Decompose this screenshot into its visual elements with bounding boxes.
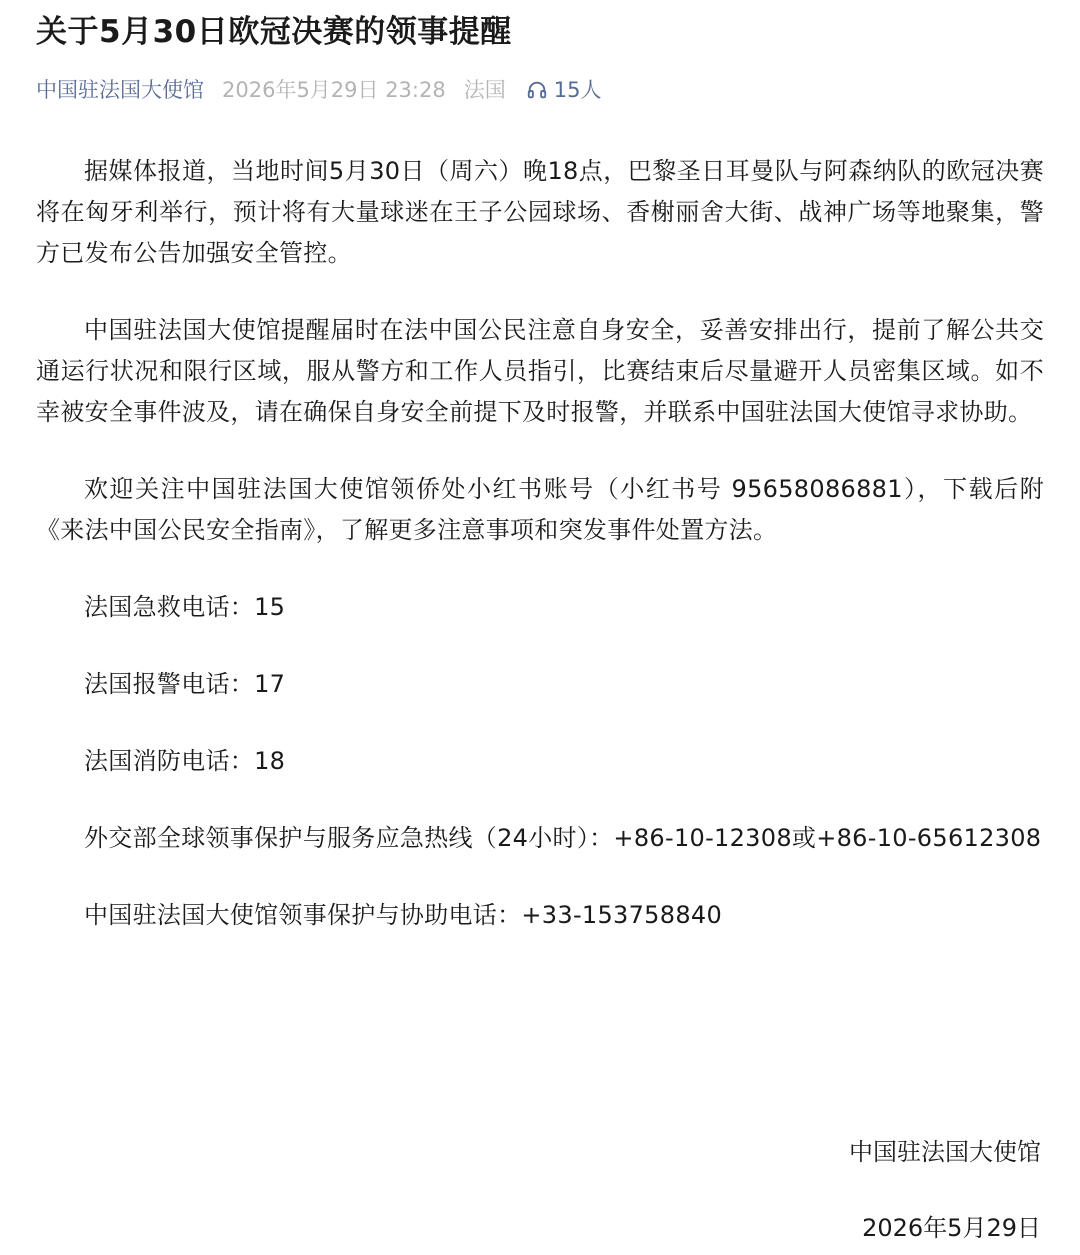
phone-line: 法国消防电话：18 <box>84 747 286 775</box>
paragraph: 据媒体报道，当地时间5月30日（周六）晚18点，巴黎圣日耳曼队与阿森纳队的欧冠决赛将在匈牙利举行，预计将有大量球迷在王子公园球场、香榭丽舍大街、战神广场等地聚集，警方已发布公告加强安全管控。 <box>36 157 1044 267</box>
publish-location: 法国 <box>463 78 506 102</box>
phone-line: 法国急救电话：15 <box>84 593 286 621</box>
phone-line: 外交部全球领事保护与服务应急热线（24小时）：+86-10-12308或+86-10-65612308 <box>84 824 1042 852</box>
signature-org: 中国驻法国大使馆 <box>849 1138 1041 1166</box>
phone-line: 中国驻法国大使馆领事保护与协助电话：+33-153758840 <box>84 901 723 929</box>
article-meta <box>36 73 1044 107</box>
publish-time: 2026年5月29日 23:28 <box>222 78 446 102</box>
paragraph: 中国驻法国大使馆提醒届时在法中国公民注意自身安全，妥善安排出行，提前了解公共交通运行状况和限行区域，服从警方和工作人员指引，比赛结束后尽量避开人员密集区域。如不幸被安全事件波及，请在确保自身安全前提下及时报警，并联系中国驻法国大使馆寻求协助。 <box>36 316 1044 426</box>
article-title: 关于5月30日欧冠决赛的领事提醒 <box>36 14 512 50</box>
account-name-link[interactable]: 中国驻法国大使馆 <box>36 78 204 102</box>
listener-count: 15人 <box>553 78 602 102</box>
signature-date: 2026年5月29日 <box>862 1214 1041 1242</box>
headphone-icon <box>526 79 548 101</box>
listen-button[interactable] <box>526 73 602 107</box>
article-content <box>36 151 1044 936</box>
paragraph: 欢迎关注中国驻法国大使馆领侨处小红书账号（小红书号 95658086881），下载后附《来法中国公民安全指南》，了解更多注意事项和突发事件处置方法。 <box>36 475 1044 544</box>
phone-line: 法国报警电话：17 <box>84 670 286 698</box>
